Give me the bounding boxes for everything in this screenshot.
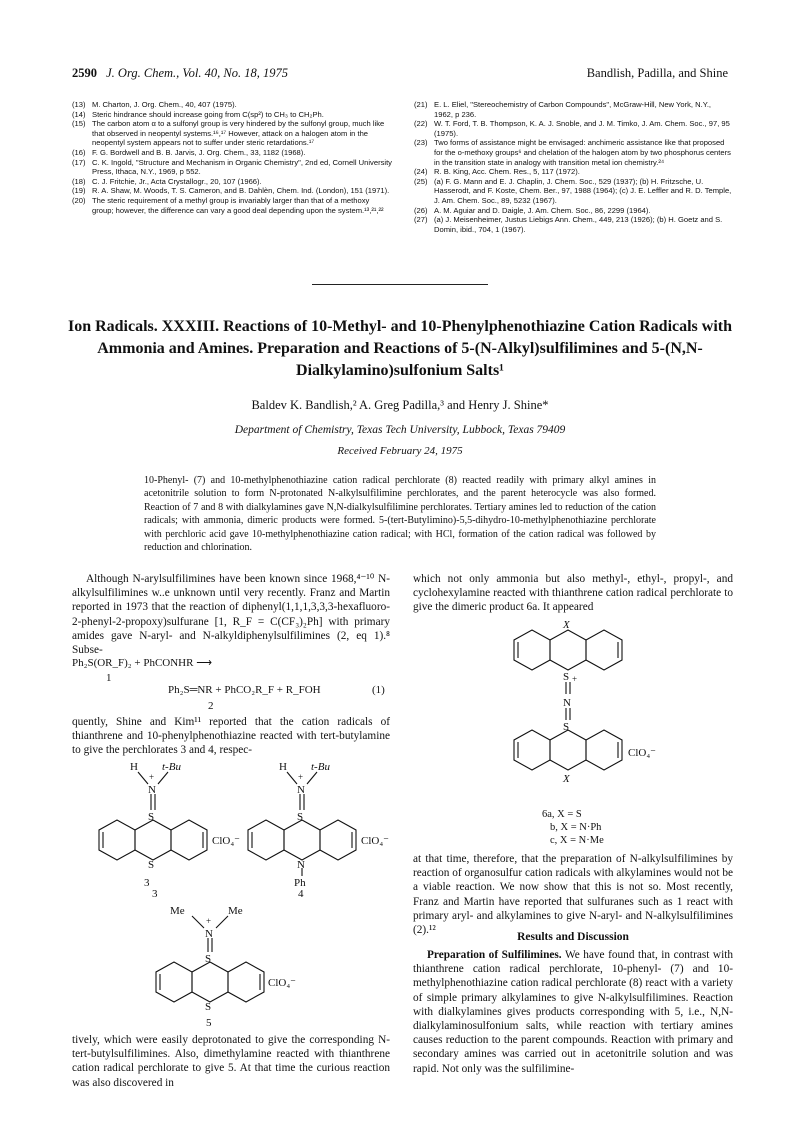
compound-label: 4: [298, 888, 304, 900]
x-atom-label: X: [563, 773, 570, 785]
equation-compound-number: 1: [106, 672, 112, 684]
s-atom-label: S: [297, 811, 304, 823]
page-number: 2590: [72, 66, 97, 80]
references-right: [414, 100, 732, 234]
journal-citation: J. Org. Chem., Vol. 40, No. 18, 1975: [106, 66, 288, 80]
reference-item: (22) W. T. Ford, T. B. Thompson, K. A. J. Snoble, and J. M. Timko, J. Am. Chem. Soc., 97, 95 (1975).: [414, 119, 730, 138]
reference-item: (18) C. J. Fritchie, Jr., Acta Crystallogr., 20, 107 (1966).: [72, 176, 262, 186]
phenyl-label: Ph: [294, 877, 306, 888]
s-atom-label: S: [563, 671, 570, 683]
h-atom-label: H: [130, 761, 138, 773]
reference-item: (15) The carbon atom α to a sulfonyl group is very hindered by the sulfonyl group, much like that observed in neopentyl systems.¹⁶,¹⁷ However, attack on a halogen atom in the neopentyl system appears not to suffer under steric retardations.¹⁷: [72, 119, 385, 148]
body-paragraph: quently, Shine and Kim¹¹ reported that the cation radicals of thianthrene and 10-phenylphenothiazine reacted with tert-butylamine to give the perchlorates 3 and 4, respec-: [72, 716, 390, 757]
reference-item: (25) (a) F. G. Mann and E. J. Chaplin, J. Chem. Soc., 529 (1937); (b) H. Fritzsche, U. Hasserodt, and F. Koste, Chem. Ber., 97, 1988 (1964); (c) J. E. Leffler and R. D. Temple, J. Am. Chem. Soc., 89, 5232 (1967).: [414, 176, 732, 205]
equation-compound-number: 2: [208, 700, 214, 712]
legend-line: b, X = N·Ph: [550, 822, 602, 833]
reference-item: (21) E. L. Eliel, "Stereochemistry of Carbon Compounds", McGraw-Hill, New York, N.Y., 1962, p 236.: [414, 100, 712, 119]
s-atom-label: S: [205, 953, 212, 965]
body-paragraph: Preparation of Sulfilimines. We have found that, in contrast with thianthrene cation radical perchlorate, 10-phenyl- (7) and 10-methylphenothiazine cation radical perchlorate (8) react with a variety of simple primary alkylamines to give N-alkylsulfilimines. Reaction with dialkylamines gives products corresponding with 5, i.e., N,N-dialkylaminosulfonium salts, while reaction with tertiary amines causes reduction to the parent compounds. Reaction with primary and secondary amines was carried out in acetonitrile solution and was rapid. Not only was the sulfilimine-: [413, 949, 734, 1075]
methyl-label: Me: [170, 905, 185, 917]
perchlorate-label: ClO₄⁻: [268, 977, 296, 989]
x-atom-label: X: [563, 619, 570, 631]
perchlorate-label: ClO₄⁻: [361, 835, 389, 847]
charge-label: +: [149, 772, 155, 782]
structures-3-and-4: [72, 758, 392, 888]
body-paragraph: which not only ammonia but also methyl-, ethyl-, propyl-, and cyclohexylamine reacted with thianthrene cation radical perchlorate to give the dimeric product 6a. It appeared: [413, 573, 733, 614]
charge-label: +: [572, 674, 578, 684]
article-authors: Baldev K. Bandlish,² A. Greg Padilla,³ and Henry J. Shine*: [251, 398, 549, 412]
article-title: Ion Radicals. XXXIII. Reactions of 10-Methyl- and 10-Phenylphenothiazine Cation Radicals with Ammonia and Amines. Preparation and Reactions of 5-(N-Alkyl)sulfilimines and 5-(N,N-Dialkylamino)sulfonium Salts¹: [67, 318, 733, 379]
abstract: 10-Phenyl- (7) and 10-methylphenothiazine cation radical perchlorate (8) reacted readily with primary alkyl amines in acetonitrile solution to form N-protonated N-alkylsulfilimine perchlorates, and the parent heterocycle was also formed. Reaction of 7 and 8 with dialkylamines gave N,N-dialkylsulfilimine perchlorates. Tertiary amines led to reduction of the cation radicals; with ammonia, dimeric products were formed. 5-(tert-Butylimino)-5,5-dihydro-10-methylphenothiazine perchlorate with perchloric acid gave 10-methylphenothiazine cation radical; with HCl, formation of the cation radical was followed by reduction and chlorination.: [144, 475, 656, 554]
reference-item: (17) C. K. Ingold, "Structure and Mechanism in Organic Chemistry", 2nd ed, Cornell University Press, Ithaca, N.Y., 1969, p 552.: [72, 157, 392, 177]
structure-6: [508, 616, 688, 806]
section-divider: [312, 284, 488, 285]
running-header-left: [72, 66, 288, 81]
perchlorate-label: ClO₄⁻: [628, 747, 656, 759]
reference-item: (16) F. G. Bordwell and B. B. Jarvis, J. Org. Chem., 33, 1182 (1968).: [72, 147, 306, 157]
s-atom-label: S: [148, 811, 155, 823]
reference-item: (27) (a) J. Meisenheimer, Justus Liebigs Ann. Chem., 449, 213 (1926); (b) H. Goetz and S. Domin, ibid., 704, 1 (1967).: [414, 215, 723, 234]
equation-reactants: Ph₂S(OR_F)₂ + PhCONHR ⟶: [72, 657, 212, 669]
reference-item: (23) Two forms of assistance might be envisaged: anchimeric assistance like that proposed for the o-methoxy groups⁶ and chelation of the halogen atom by two phosphorus centers in the transition state in analogy with transition metal ion chemistry.²⁴: [414, 138, 731, 167]
n-atom-label: N: [205, 928, 213, 940]
body-paragraph: at that time, therefore, that the preparation of N-alkylsulfilimines by reaction of organosulfur cation radicals with alkylamines would not be a viable reaction. We now show that this is not so. Most recently, Franz and Martin have reported that sulfuranes such as 1 react with primary aryl- and alkylamines to give N-aryl- and N-alkylsulfilimines (2).¹²: [413, 853, 733, 937]
charge-label: +: [298, 772, 304, 782]
compound-label: 5: [206, 1017, 212, 1029]
compound-label: 3: [144, 877, 150, 888]
received-date: Received February 24, 1975: [337, 445, 463, 457]
subheading: Preparation of Sulfilimines.: [427, 949, 562, 961]
running-header-authors: Bandlish, Padilla, and Shine: [586, 66, 728, 80]
equation-label: (1): [372, 684, 385, 696]
n-atom-label: N: [297, 784, 305, 796]
legend-line: c, X = N·Me: [550, 835, 604, 846]
s-atom-label: S: [148, 859, 155, 871]
methyl-label: Me: [228, 905, 243, 917]
structure-5: [140, 904, 320, 1016]
reference-item: (13) M. Charton, J. Org. Chem., 40, 407 (1975).: [72, 100, 237, 109]
body-paragraph: Although N-arylsulfilimines have been known since 1968,⁴⁻¹⁰ N-alkylsulfilimines w..e unknown until very recently. Franz and Martin reported in 1973 that the reaction of diphenyl(1,1,1,3,3,3-hexafluoro-2-phenyl-2-propoxy)sulfurane [1, R_F = C(CF₃)₂Ph] with primary amides gave N-aryl- and N-alkyldiphenylsulfilimines (2, eq 1).⁸ Subse-: [72, 573, 390, 657]
references-left: [72, 100, 392, 215]
s-atom-label: S: [205, 1001, 212, 1013]
n-atom-label: N: [148, 784, 156, 796]
reference-item: (19) R. A. Shaw, M. Woods, T. S. Cameron, and B. Dahlèn, Chem. Ind. (London), 151 (1971).: [72, 186, 390, 196]
reference-item: (26) A. M. Aguiar and D. Daigle, J. Am. Chem. Soc., 86, 2299 (1964).: [414, 205, 651, 215]
charge-label: +: [206, 916, 212, 926]
n-atom-label: N: [297, 859, 305, 871]
structure-6-legend: [542, 808, 604, 847]
section-heading: Results and Discussion: [517, 931, 629, 943]
legend-line: 6a, X = S: [542, 809, 582, 820]
perchlorate-label: ClO₄⁻: [212, 835, 240, 847]
equation-products: Ph₂S═NR + PhCO₂R_F + R_FOH: [168, 684, 321, 696]
body-paragraph: tively, which were easily deprotonated to give the corresponding N-tert-butylsulfilimines. Also, dimethylamine reacted with thianthrene cation radical perchlorate to give 5. At that time the curious reaction was also discovered in: [72, 1034, 390, 1089]
substituent-label: t-Bu: [162, 761, 181, 773]
affiliation: Department of Chemistry, Texas Tech University, Lubbock, Texas 79409: [234, 424, 566, 436]
reference-item: (20) The steric requirement of a methyl group is invariably larger than that of a methoxy group; however, the difference can vary a good deal depending upon the system.¹³,²¹,²²: [72, 195, 384, 215]
h-atom-label: H: [279, 761, 287, 773]
reference-item: (14) Steric hindrance should increase going from C(sp²) to CH₃ to CH₂Ph.: [72, 109, 324, 119]
s-atom-label: S: [563, 721, 570, 733]
n-atom-label: N: [563, 697, 571, 709]
compound-label: 3: [152, 888, 158, 900]
substituent-label: t-Bu: [311, 761, 330, 773]
reference-item: (24) R. B. King, Acc. Chem. Res., 5, 117 (1972).: [414, 167, 580, 177]
